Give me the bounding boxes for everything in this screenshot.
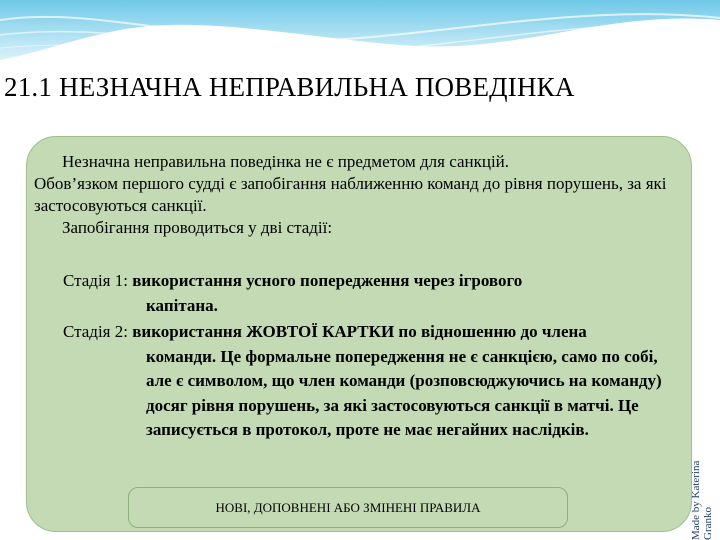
stage-2-label: Стадія 2: [63, 322, 133, 341]
stage-2 [63, 320, 683, 443]
intro-paragraph [34, 151, 674, 239]
intro-line-1: Незначна неправильна поведінка не є предметом для санкцій. [62, 152, 510, 171]
author-credit [690, 420, 714, 540]
rules-note-box: НОВІ, ДОПОВНЕНІ АБО ЗМІНЕНІ ПРАВИЛА [128, 487, 568, 528]
stage-2-text: використання ЖОВТОЇ КАРТКИ по відношенню до члена [132, 322, 587, 341]
slide-title: 21.1 НЕЗНАЧНА НЕПРАВИЛЬНА ПОВЕДІНКА [4, 72, 575, 102]
stage-1-text: використання усного попередження через ігрового [132, 271, 523, 290]
stage-2-continuation: команди. Це формальне попередження не є санкцією, само по собі, але є символом, що член команди (розповсюджуючись на команду) досяг рівня порушень, за які застосовуються санкції в матчі. Це записується в протокол, проте не має негайних наслідків. [146, 346, 662, 439]
intro-line-2: Обов’язком першого судді є запобігання наближенню команд до рівня порушень, за які застосовуються санкції. [34, 174, 667, 215]
credit-line-2: Granko [702, 507, 714, 540]
header-wave-decoration [0, 0, 720, 78]
stage-1 [63, 269, 683, 318]
stage-1-continuation: капітана. [146, 295, 218, 315]
stage-1-label: Стадія 1: [63, 271, 133, 290]
credit-line-1: Made by Katerina [690, 460, 702, 540]
intro-line-3: Запобігання проводиться у дві стадії: [62, 218, 333, 237]
